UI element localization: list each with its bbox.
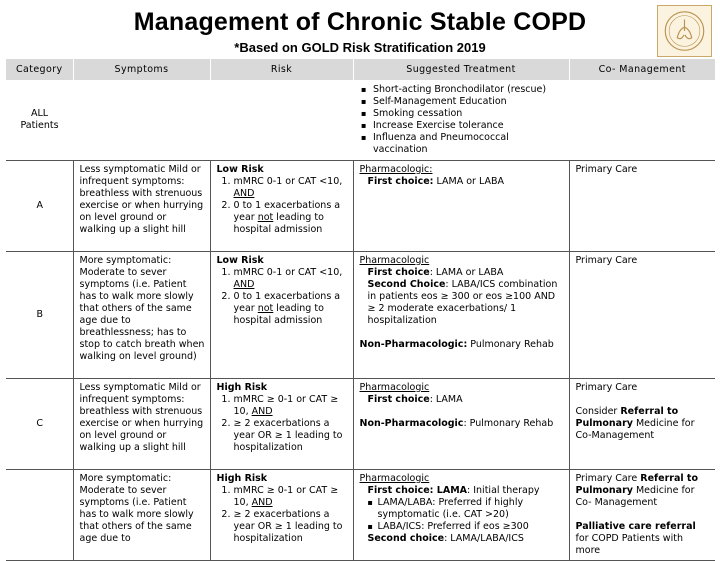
comanage-d: Primary Care Referral to Pulmonary Medicine for Co- Management Palliative care referral for COPD Patients with more (569, 469, 715, 561)
category-c: C (6, 378, 73, 469)
risk-title: Low Risk (216, 163, 264, 175)
list-item: ▪ Smoking cessation (373, 108, 564, 120)
category-all: ALL Patients (6, 80, 73, 160)
risk-d: High Risk 1. mMRC ≥ 0-1 or CAT ≥ 10, AND 2. ≥ 2 exacerbations a year OR ≥ 1 leading to hospitalization (210, 469, 353, 561)
treatment-d: Pharmacologic First choice: LAMA: Initial therapy ▪ LAMA/LABA: Preferred if highly symptomatic (i.e. CAT >20) ▪ LABA/ICS: Preferred if eos ≥300 Second choice: LAMA/LABA/ICS (353, 469, 569, 561)
list-item: ▪ Self-Management Education (373, 96, 564, 108)
list-item: ▪ Influenza and Pneumococcal vaccination (373, 132, 564, 156)
category-b: B (6, 251, 73, 378)
copd-management-table (6, 59, 715, 561)
comanage-c: Primary Care Consider Referral to Pulmonary Medicine for Co-Management (569, 378, 715, 469)
list-item: ▪ Short-acting Bronchodilator (rescue) (373, 84, 564, 96)
treatment-b: Pharmacologic First choice: LAMA or LABA Second Choice: LABA/ICS combination in patients eos ≥ 300 or eos ≥100 AND ≥ 2 moderate exacerbations/ 1 hospitalization Non-Pharmacologic: Pulmonary Rehab (353, 251, 569, 378)
header-treatment: Suggested Treatment (353, 59, 569, 80)
risk-c: High Risk 1. mMRC ≥ 0-1 or CAT ≥ 10, AND 2. ≥ 2 exacerbations a year OR ≥ 1 leading to hospitalization (210, 378, 353, 469)
comanage-b: Primary Care (569, 251, 715, 378)
header-symptoms: Symptoms (73, 59, 210, 80)
table-row-d (6, 469, 715, 561)
list-item: ▪ Increase Exercise tolerance (373, 120, 564, 132)
treatment-all (353, 80, 569, 160)
table-row-all (6, 80, 715, 160)
seal-icon (657, 5, 712, 57)
table-row-c (6, 378, 715, 469)
header-category: Category (6, 59, 73, 80)
risk-title: High Risk (216, 472, 268, 484)
symptoms-b: More symptomatic: Moderate to sever symptoms (i.e. Patient has to walk more slowly that others of the same age due to breathlessness; has to stop to catch breath when walking on level ground) (73, 251, 210, 378)
table-header-row (6, 59, 715, 80)
table-row-a (6, 160, 715, 251)
header-risk: Risk (210, 59, 353, 80)
treatment-c: Pharmacologic First choice: LAMA Non-Pharmacologic: Pulmonary Rehab (353, 378, 569, 469)
symptoms-c: Less symptomatic Mild or infrequent symptoms: breathless with strenuous exercise or when hurrying on level ground or walking up a slight hill (73, 378, 210, 469)
page-title: Management of Chronic Stable COPD (133, 8, 587, 36)
table-row-b (6, 251, 715, 378)
header-comanagement: Co- Management (569, 59, 715, 80)
category-a: A (6, 160, 73, 251)
symptoms-d: More symptomatic: Moderate to sever symptoms (i.e. Patient has to walk more slowly that others of the same age due to (73, 469, 210, 561)
page-subtitle: *Based on GOLD Risk Stratification 2019 (234, 40, 486, 55)
risk-title: Low Risk (216, 254, 264, 266)
risk-b: Low Risk 1. mMRC 0-1 or CAT <10, AND 2. 0 to 1 exacerbations a year not leading to hospital admission (210, 251, 353, 378)
risk-a: Low Risk 1. mMRC 0-1 or CAT <10, AND 2. 0 to 1 exacerbations a year not leading to hospital admission (210, 160, 353, 251)
treatment-a: Pharmacologic: First choice: LAMA or LABA (353, 160, 569, 251)
symptoms-a: Less symptomatic Mild or infrequent symptoms: breathless with strenuous exercise or when hurrying on level ground or walking up a slight hill (73, 160, 210, 251)
risk-title: High Risk (216, 381, 268, 393)
comanage-a: Primary Care (569, 160, 715, 251)
